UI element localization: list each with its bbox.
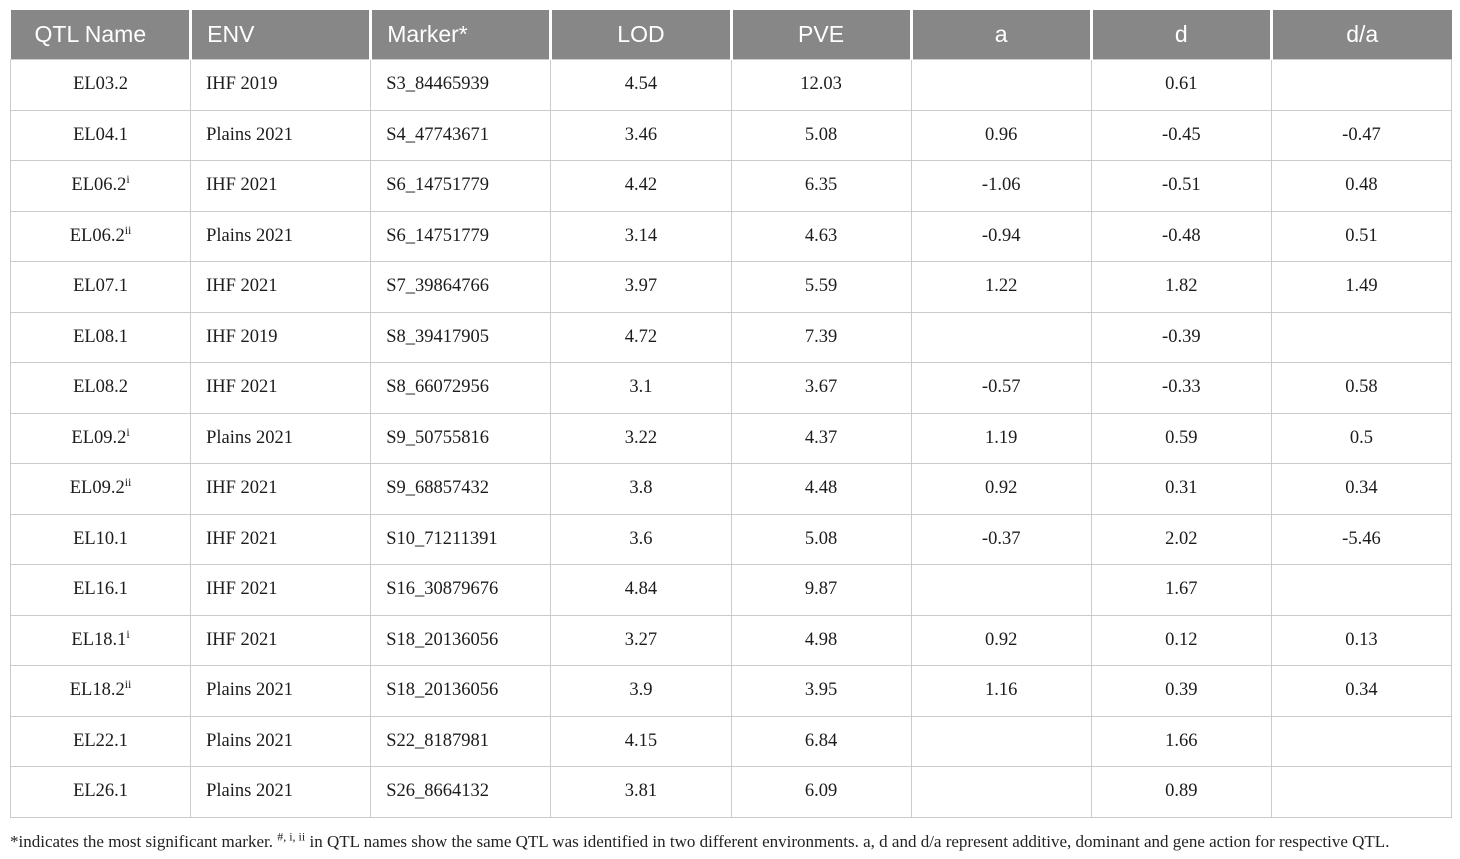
cell-pve: 7.39: [731, 312, 911, 363]
qtl-name: EL07.1: [73, 276, 129, 297]
cell-pve: 3.95: [731, 666, 911, 717]
table-row: [11, 60, 1452, 111]
table-row: [11, 615, 1452, 666]
qtl-name-superscript: ii: [124, 475, 132, 490]
cell-lod: 4.54: [551, 60, 731, 111]
cell-da: 0.13: [1271, 615, 1451, 666]
cell-env: IHF 2021: [191, 464, 371, 515]
cell-env: Plains 2021: [191, 211, 371, 262]
footnote-superscript: #, i, ii: [277, 828, 306, 843]
table-row: [11, 716, 1452, 767]
cell-pve: 4.48: [731, 464, 911, 515]
cell-env: Plains 2021: [191, 767, 371, 818]
cell-qtl-name: [11, 363, 191, 414]
qtl-name-superscript: ii: [124, 222, 132, 237]
cell-marker: S8_39417905: [371, 312, 551, 363]
qtl-name-superscript: i: [126, 424, 130, 439]
cell-marker: S8_66072956: [371, 363, 551, 414]
cell-d: 1.67: [1091, 565, 1271, 616]
table-row: [11, 767, 1452, 818]
column-header-da: d/a: [1271, 10, 1451, 60]
cell-pve: 4.37: [731, 413, 911, 464]
column-header-marker: Marker*: [371, 10, 551, 60]
cell-lod: 4.72: [551, 312, 731, 363]
cell-qtl-name: [11, 60, 191, 111]
cell-pve: 5.08: [731, 514, 911, 565]
cell-env: IHF 2021: [191, 363, 371, 414]
cell-da: 1.49: [1271, 262, 1451, 313]
table-row: [11, 312, 1452, 363]
cell-lod: 3.97: [551, 262, 731, 313]
cell-qtl-name: [11, 565, 191, 616]
cell-d: 0.61: [1091, 60, 1271, 111]
table-row: [11, 110, 1452, 161]
cell-lod: 3.81: [551, 767, 731, 818]
cell-marker: S10_71211391: [371, 514, 551, 565]
cell-d: 0.89: [1091, 767, 1271, 818]
cell-a: -1.06: [911, 161, 1091, 212]
cell-marker: S18_20136056: [371, 615, 551, 666]
cell-pve: 6.35: [731, 161, 911, 212]
cell-a: -0.57: [911, 363, 1091, 414]
cell-marker: S26_8664132: [371, 767, 551, 818]
cell-da: 0.34: [1271, 464, 1451, 515]
cell-da: [1271, 60, 1451, 111]
cell-lod: 3.14: [551, 211, 731, 262]
cell-d: -0.39: [1091, 312, 1271, 363]
table-row: [11, 514, 1452, 565]
cell-pve: 6.09: [731, 767, 911, 818]
column-header-qtl: QTL Name: [11, 10, 191, 60]
cell-a: [911, 565, 1091, 616]
cell-marker: S18_20136056: [371, 666, 551, 717]
cell-lod: 3.46: [551, 110, 731, 161]
cell-env: IHF 2021: [191, 262, 371, 313]
cell-lod: 3.9: [551, 666, 731, 717]
cell-env: IHF 2019: [191, 312, 371, 363]
cell-lod: 3.6: [551, 514, 731, 565]
cell-d: -0.51: [1091, 161, 1271, 212]
column-header-pve: PVE: [731, 10, 911, 60]
cell-pve: 6.84: [731, 716, 911, 767]
qtl-name: EL10.1: [73, 528, 129, 549]
table-row: [11, 262, 1452, 313]
table-row: [11, 464, 1452, 515]
header-row: [11, 10, 1452, 60]
cell-d: 2.02: [1091, 514, 1271, 565]
qtl-name: EL09.2: [71, 427, 127, 448]
cell-da: [1271, 312, 1451, 363]
cell-lod: 3.1: [551, 363, 731, 414]
cell-pve: 12.03: [731, 60, 911, 111]
qtl-name-superscript: i: [126, 626, 130, 641]
cell-d: 1.66: [1091, 716, 1271, 767]
cell-lod: 3.27: [551, 615, 731, 666]
cell-marker: S9_68857432: [371, 464, 551, 515]
cell-d: -0.33: [1091, 363, 1271, 414]
footnote-text-2: in QTL names show the same QTL was identified in two different environments. a, d and d/a represent additive, dominant and gene action for respective QTL.: [305, 831, 1390, 851]
cell-pve: 4.63: [731, 211, 911, 262]
cell-qtl-name: [11, 666, 191, 717]
qtl-name: EL18.1: [71, 629, 127, 650]
qtl-name: EL03.2: [73, 74, 129, 95]
cell-qtl-name: [11, 413, 191, 464]
cell-qtl-name: [11, 767, 191, 818]
table-row: [11, 565, 1452, 616]
table-body: [11, 60, 1452, 818]
qtl-name: EL18.2: [69, 680, 125, 701]
table-row: [11, 363, 1452, 414]
cell-a: -0.37: [911, 514, 1091, 565]
qtl-name-superscript: ii: [124, 677, 132, 692]
cell-a: [911, 767, 1091, 818]
cell-marker: S6_14751779: [371, 211, 551, 262]
cell-d: 0.12: [1091, 615, 1271, 666]
table-row: [11, 211, 1452, 262]
cell-env: IHF 2021: [191, 514, 371, 565]
cell-marker: S4_47743671: [371, 110, 551, 161]
cell-qtl-name: [11, 716, 191, 767]
cell-a: 1.19: [911, 413, 1091, 464]
column-header-lod: LOD: [551, 10, 731, 60]
cell-da: 0.51: [1271, 211, 1451, 262]
cell-pve: 5.59: [731, 262, 911, 313]
cell-qtl-name: [11, 262, 191, 313]
cell-lod: 4.42: [551, 161, 731, 212]
cell-lod: 3.22: [551, 413, 731, 464]
cell-pve: 4.98: [731, 615, 911, 666]
cell-qtl-name: [11, 514, 191, 565]
cell-d: 0.59: [1091, 413, 1271, 464]
qtl-name: EL22.1: [73, 730, 129, 751]
cell-a: 0.92: [911, 615, 1091, 666]
cell-a: [911, 716, 1091, 767]
column-header-d: d: [1091, 10, 1271, 60]
cell-a: -0.94: [911, 211, 1091, 262]
table-row: [11, 413, 1452, 464]
qtl-name: EL16.1: [73, 579, 129, 600]
cell-env: Plains 2021: [191, 413, 371, 464]
table-header: [11, 10, 1452, 60]
cell-pve: 9.87: [731, 565, 911, 616]
cell-da: -0.47: [1271, 110, 1451, 161]
cell-lod: 4.84: [551, 565, 731, 616]
cell-a: 1.22: [911, 262, 1091, 313]
cell-da: 0.34: [1271, 666, 1451, 717]
cell-a: 0.96: [911, 110, 1091, 161]
cell-a: 0.92: [911, 464, 1091, 515]
cell-da: [1271, 565, 1451, 616]
qtl-name: EL08.2: [73, 377, 129, 398]
cell-da: 0.5: [1271, 413, 1451, 464]
column-header-env: ENV: [191, 10, 371, 60]
cell-qtl-name: [11, 464, 191, 515]
qtl-name: EL06.2: [69, 225, 125, 246]
qtl-name-superscript: i: [126, 172, 130, 187]
cell-a: [911, 312, 1091, 363]
cell-env: IHF 2021: [191, 161, 371, 212]
cell-marker: S9_50755816: [371, 413, 551, 464]
cell-d: -0.45: [1091, 110, 1271, 161]
cell-marker: S22_8187981: [371, 716, 551, 767]
cell-da: [1271, 767, 1451, 818]
qtl-name: EL09.2: [69, 478, 125, 499]
qtl-name: EL04.1: [73, 124, 129, 145]
cell-d: 0.39: [1091, 666, 1271, 717]
cell-marker: S6_14751779: [371, 161, 551, 212]
cell-marker: S16_30879676: [371, 565, 551, 616]
cell-env: Plains 2021: [191, 716, 371, 767]
cell-a: [911, 60, 1091, 111]
cell-a: 1.16: [911, 666, 1091, 717]
qtl-results-table: [10, 10, 1452, 818]
cell-lod: 3.8: [551, 464, 731, 515]
cell-d: -0.48: [1091, 211, 1271, 262]
cell-env: Plains 2021: [191, 110, 371, 161]
qtl-name: EL26.1: [73, 781, 129, 802]
footnote-text-1: *indicates the most significant marker.: [10, 831, 278, 851]
qtl-name: EL06.2: [71, 175, 127, 196]
cell-d: 0.31: [1091, 464, 1271, 515]
cell-env: IHF 2021: [191, 615, 371, 666]
cell-lod: 4.15: [551, 716, 731, 767]
table-row: [11, 161, 1452, 212]
column-header-a: a: [911, 10, 1091, 60]
cell-da: [1271, 716, 1451, 767]
qtl-name: EL08.1: [73, 326, 129, 347]
cell-da: -5.46: [1271, 514, 1451, 565]
cell-env: IHF 2019: [191, 60, 371, 111]
cell-qtl-name: [11, 312, 191, 363]
cell-pve: 5.08: [731, 110, 911, 161]
cell-d: 1.82: [1091, 262, 1271, 313]
cell-qtl-name: [11, 615, 191, 666]
cell-qtl-name: [11, 110, 191, 161]
table-row: [11, 666, 1452, 717]
cell-da: 0.48: [1271, 161, 1451, 212]
cell-marker: S7_39864766: [371, 262, 551, 313]
cell-qtl-name: [11, 161, 191, 212]
cell-env: Plains 2021: [191, 666, 371, 717]
cell-pve: 3.67: [731, 363, 911, 414]
cell-da: 0.58: [1271, 363, 1451, 414]
table-footnote: [10, 825, 1452, 859]
cell-qtl-name: [11, 211, 191, 262]
cell-env: IHF 2021: [191, 565, 371, 616]
cell-marker: S3_84465939: [371, 60, 551, 111]
